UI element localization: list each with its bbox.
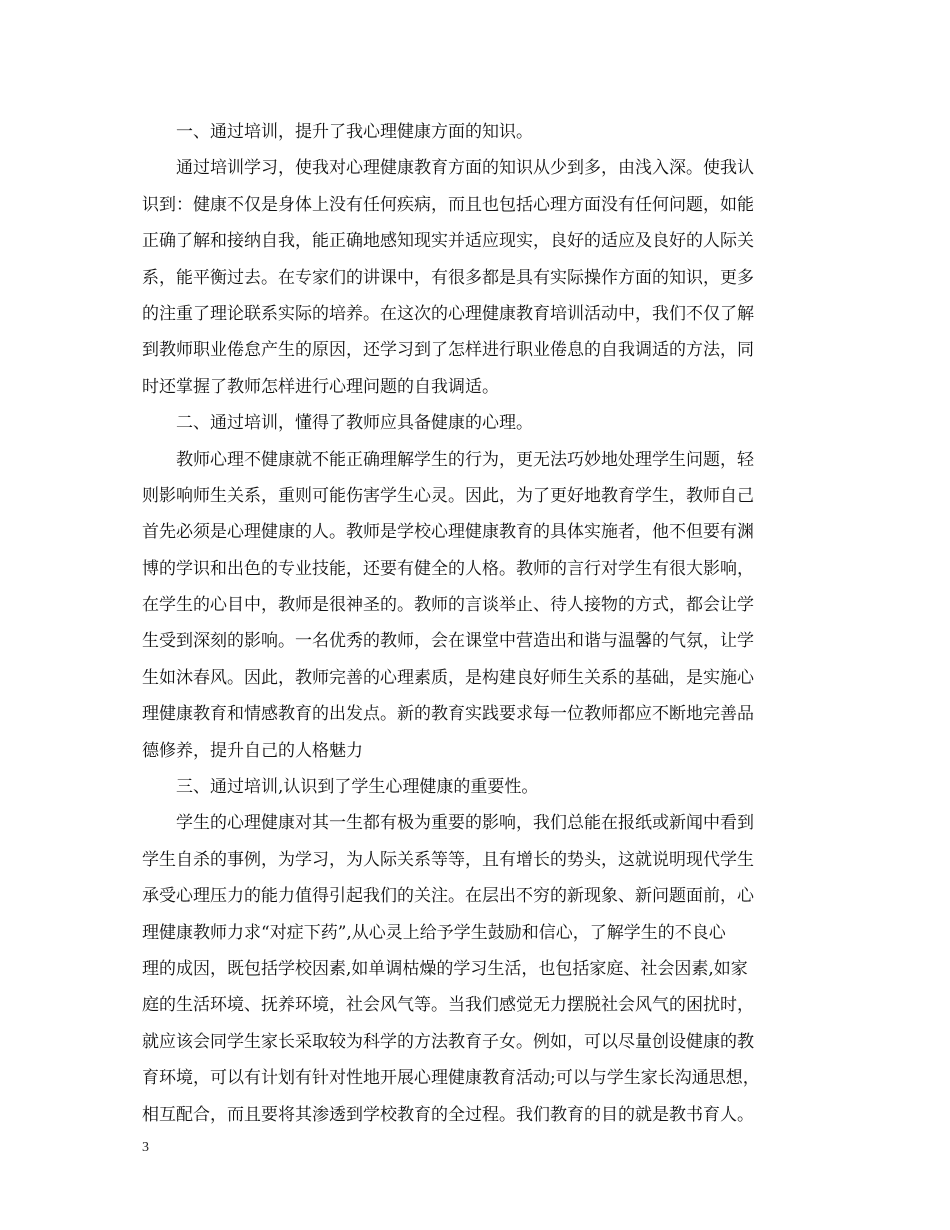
paragraph-line: 则影响师生关系，重则可能伤害学生心灵。因此，为了更好地教育学生，教师自己 bbox=[142, 485, 754, 506]
paragraph-line: 庭的生活环境、抚养环境，社会风气等。当我们感觉无力摆脱社会风气的困扰时， bbox=[142, 995, 754, 1016]
paragraph-line: 识到：健康不仅是身体上没有任何疾病，而且也包括心理方面没有任何问题，如能 bbox=[142, 194, 754, 215]
paragraph-line: 到教师职业倦怠产生的原因，还学习到了怎样进行职业倦息的自我调适的方法，同 bbox=[142, 340, 754, 361]
paragraph-line: 系，能平衡过去。在专家们的讲课中，有很多都是具有实际操作方面的知识，更多 bbox=[142, 267, 754, 288]
paragraph-line: 学生的心理健康对其一生都有极为重要的影响，我们总能在报纸或新闻中看到 bbox=[176, 813, 754, 834]
paragraph-line: 理健康教师力求“对症下药”,从心灵上给予学生鼓励和信心，了解学生的不良心 bbox=[142, 922, 726, 943]
paragraph-line: 生如沐春风。因此，教师完善的心理素质，是构建良好师生关系的基础，是实施心 bbox=[142, 667, 754, 688]
paragraph-line: 博的学识和出色的专业技能，还要有健全的人格。教师的言行对学生有很大影响， bbox=[142, 558, 754, 579]
paragraph-line: 时还掌握了教师怎样进行心理问题的自我调适。 bbox=[142, 376, 499, 397]
paragraph-line: 理的成因，既包括学校因素,如单调枯燥的学习生活，也包括家庭、社会因素,如家 bbox=[142, 958, 748, 979]
paragraph-line: 首先必须是心理健康的人。教师是学校心理健康教育的具体实施者，他不但要有渊 bbox=[142, 522, 754, 543]
paragraph-line: 生受到深刻的影响。一名优秀的教师，会在课堂中营造出和谐与温馨的气氛，让学 bbox=[142, 631, 754, 652]
paragraph-line: 学生自杀的事例，为学习，为人际关系等等，且有增长的势头，这就说明现代学生 bbox=[142, 849, 754, 870]
paragraph-line: 通过培训学习，使我对心理健康教育方面的知识从少到多，由浅入深。使我认 bbox=[176, 158, 754, 179]
section-heading-1: 一、通过培训，提升了我心理健康方面的知识。 bbox=[176, 122, 533, 142]
document-body bbox=[142, 114, 814, 1133]
section-heading-2: 二、通过培训，懂得了教师应具备健康的心理。 bbox=[176, 413, 533, 434]
paragraph-line: 就应该会同学生家长采取较为科学的方法教育子女。例如，可以尽量创设健康的教 bbox=[142, 1031, 754, 1052]
page-number: 3 bbox=[142, 1140, 149, 1155]
paragraph-line: 正确了解和接纳自我，能正确地感知现实并适应现实，良好的适应及良好的人际关 bbox=[142, 231, 754, 252]
paragraph-line: 教师心理不健康就不能正确理解学生的行为，更无法巧妙地处理学生问题，轻 bbox=[176, 449, 754, 470]
paragraph-line: 在学生的心目中，教师是很神圣的。教师的言谈举止、待人接物的方式，都会让学 bbox=[142, 595, 754, 616]
paragraph-line: 育环境，可以有计划有针对性地开展心理健康教育活动;可以与学生家长沟通思想， bbox=[142, 1068, 760, 1089]
paragraph-line: 承受心理压力的能力值得引起我们的关注。在层出不穷的新现象、新问题面前，心 bbox=[142, 886, 754, 907]
paragraph-line: 德修养，提升自己的人格魅力 bbox=[142, 740, 363, 761]
paragraph-line: 理健康教育和情感教育的出发点。新的教育实践要求每一位教师都应不断地完善品 bbox=[142, 704, 754, 725]
paragraph-line: 相互配合，而且要将其渗透到学校教育的全过程。我们教育的目的就是教书育人。 bbox=[142, 1104, 754, 1125]
section-heading-3: 三、通过培训,认识到了学生心理健康的重要性。 bbox=[176, 777, 539, 798]
paragraph-line: 的注重了理论联系实际的培养。在这次的心理健康教育培训活动中，我们不仅了解 bbox=[142, 303, 754, 324]
